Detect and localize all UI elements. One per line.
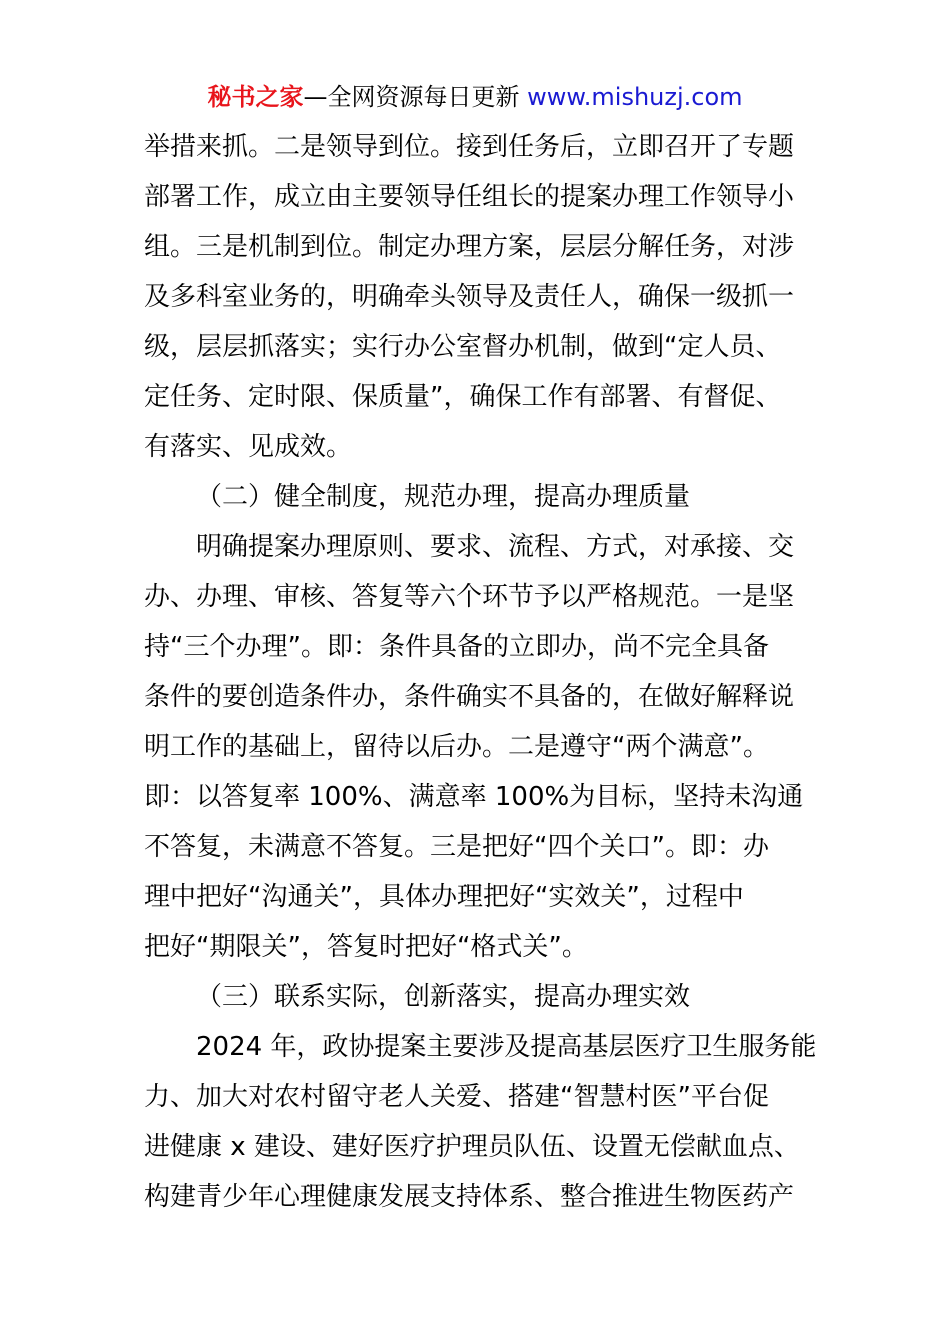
text-line: 即：以答复率 100%、满意率 100%为目标，坚持未沟通 <box>144 782 804 812</box>
text-line: 办、办理、审核、答复等六个环节予以严格规范。一是坚 <box>144 582 795 612</box>
text-line: 理中把好“沟通关”，具体办理把好“实效关”，过程中 <box>144 882 744 912</box>
text-line: 举措来抓。二是领导到位。接到任务后，立即召开了专题 <box>144 132 795 162</box>
text-line: 组。三是机制到位。制定办理方案，层层分解任务，对涉 <box>144 232 795 262</box>
text-line: 构建青少年心理健康发展支持体系、整合推进生物医药产 <box>144 1182 795 1212</box>
section-heading-2: （二）健全制度，规范办理，提高办理质量 <box>196 482 691 512</box>
section-heading-3: （三）联系实际，创新落实，提高办理实效 <box>196 982 691 1012</box>
header-tagline: —全网资源每日更新 <box>303 83 520 111</box>
text-line: 级，层层抓落实；实行办公室督办机制，做到“定人员、 <box>144 332 782 362</box>
text-line: 不答复，未满意不答复。三是把好“四个关口”。即：办 <box>144 832 769 862</box>
document-body <box>144 122 817 1222</box>
text-line: 定任务、定时限、保质量”，确保工作有部署、有督促、 <box>144 382 782 412</box>
text-line: 把好“期限关”，答复时把好“格式关”。 <box>144 932 588 962</box>
watermark-header <box>0 80 950 114</box>
website-url: www.mishuzj.com <box>527 83 743 111</box>
text-line: 明工作的基础上，留待以后办。二是遵守“两个满意”。 <box>144 732 769 762</box>
paragraph-start: 2024 年，政协提案主要涉及提高基层医疗卫生服务能 <box>196 1032 817 1062</box>
brand-name: 秘书之家 <box>207 83 304 111</box>
text-line: 力、加大对农村留守老人关爱、搭建“智慧村医”平台促 <box>144 1082 769 1112</box>
paragraph-start: 明确提案办理原则、要求、流程、方式，对承接、交 <box>196 532 795 562</box>
text-line: 及多科室业务的，明确牵头领导及责任人，确保一级抓一 <box>144 282 795 312</box>
text-line: 持“三个办理”。即：条件具备的立即办，尚不完全具备 <box>144 632 769 662</box>
text-line: 部署工作，成立由主要领导任组长的提案办理工作领导小 <box>144 182 795 212</box>
text-line: 进健康 x 建设、建好医疗护理员队伍、设置无偿献血点、 <box>144 1132 800 1162</box>
text-line: 有落实、见成效。 <box>144 432 353 462</box>
text-line: 条件的要创造条件办，条件确实不具备的，在做好解释说 <box>144 682 795 712</box>
